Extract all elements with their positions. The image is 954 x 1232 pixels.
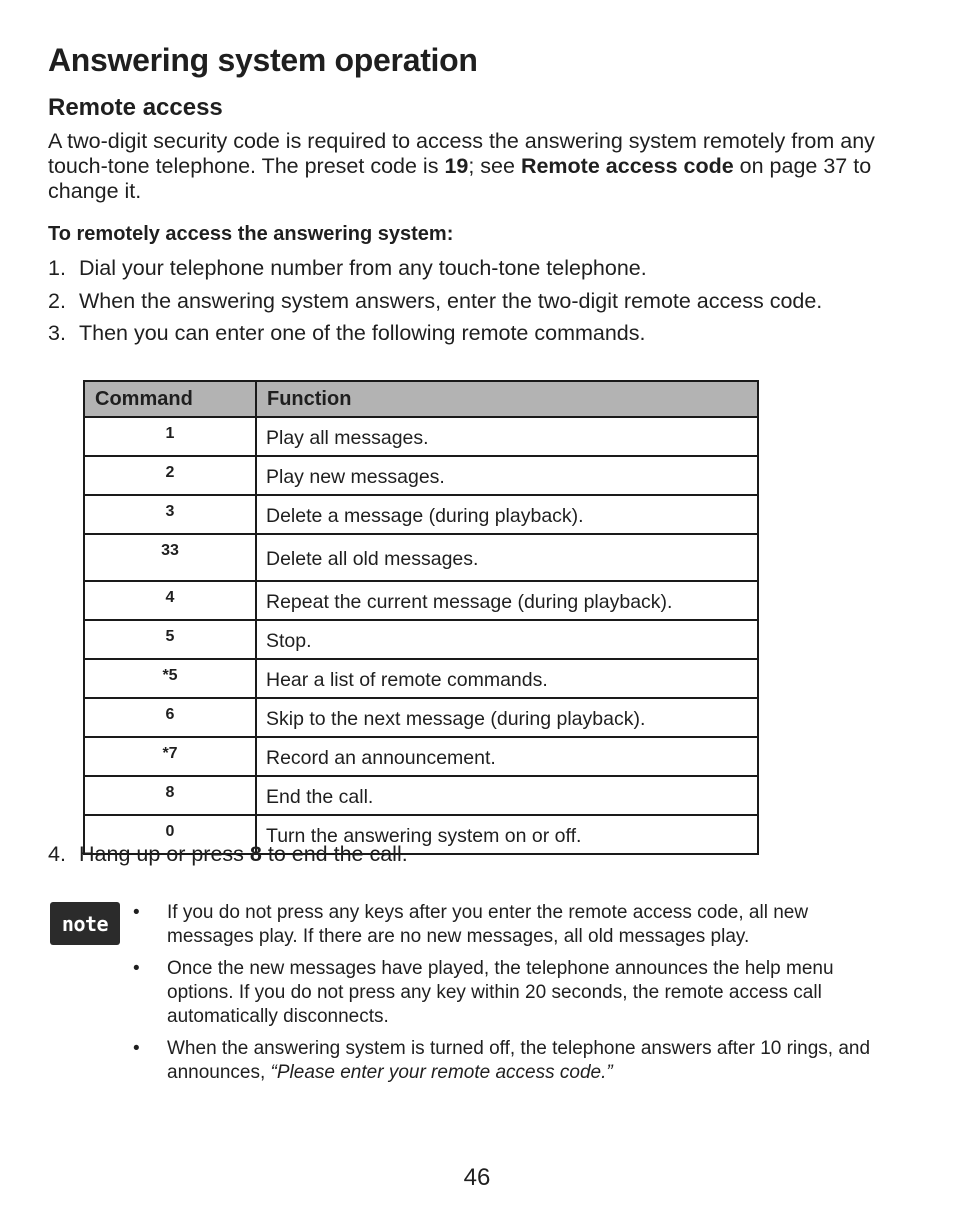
- step-item: [48, 256, 928, 289]
- command-cell: 2: [84, 456, 256, 495]
- command-cell: 0: [84, 815, 256, 854]
- command-cell: *5: [84, 659, 256, 698]
- table-header-row: [84, 381, 758, 417]
- command-cell: 6: [84, 698, 256, 737]
- step-item: [48, 289, 928, 322]
- intro-text-3: on page 37 to change it.: [48, 154, 872, 203]
- table-row: [84, 417, 758, 456]
- function-cell: Record an announcement.: [256, 737, 758, 776]
- step-number: 2.: [48, 288, 66, 313]
- note-item: [133, 901, 893, 949]
- function-cell: Hear a list of remote commands.: [256, 659, 758, 698]
- bullet-icon: •: [133, 902, 140, 923]
- command-cell: *7: [84, 737, 256, 776]
- command-cell: 8: [84, 776, 256, 815]
- note-item: [133, 1037, 893, 1085]
- function-cell: Stop.: [256, 620, 758, 659]
- procedure-title: To remotely access the answering system:: [48, 223, 454, 245]
- intro-text-1: A two-digit security code is required to access the answering system remotely from any touch-tone telephone. The preset code is: [48, 129, 875, 178]
- command-cell: 1: [84, 417, 256, 456]
- section-title: Remote access: [48, 94, 223, 121]
- table-row: [84, 581, 758, 620]
- function-cell: Play all messages.: [256, 417, 758, 456]
- intro-text-2: ; see: [468, 154, 521, 178]
- remote-access-code-reference: Remote access code: [520, 154, 734, 178]
- step-number: 1.: [48, 256, 66, 280]
- end-call-key: 8: [249, 842, 262, 866]
- announcement-quote: “Please enter your remote access code.”: [270, 1062, 613, 1083]
- remote-commands-table: [83, 380, 759, 855]
- function-cell: Delete a message (during playback).: [256, 495, 758, 534]
- bullet-icon: •: [133, 958, 140, 979]
- note-text: If you do not press any keys after you enter the remote access code, all new messages play. If there are no new messages, all old messages play.: [167, 902, 809, 947]
- note-list: [133, 901, 893, 1093]
- command-cell: 5: [84, 620, 256, 659]
- table-row: [84, 495, 758, 534]
- table-row: [84, 456, 758, 495]
- table-row: [84, 534, 758, 581]
- page-number: 46: [463, 1164, 491, 1191]
- bullet-icon: •: [133, 1038, 140, 1059]
- table-row: [84, 776, 758, 815]
- function-cell: Repeat the current message (during playback).: [256, 581, 758, 620]
- step-text: Dial your telephone number from any touch-tone telephone.: [79, 256, 647, 280]
- command-cell: 3: [84, 495, 256, 534]
- step-item-4: [48, 842, 408, 867]
- step-text: When the answering system answers, enter the two-digit remote access code.: [79, 288, 823, 313]
- function-cell: Turn the answering system on or off.: [256, 815, 758, 854]
- note-item: [133, 957, 893, 1029]
- note-icon: note: [50, 902, 120, 945]
- note-text-container: [167, 1037, 893, 1085]
- table-row: [84, 698, 758, 737]
- command-cell: 33: [84, 534, 256, 581]
- function-cell: Skip to the next message (during playback).: [256, 698, 758, 737]
- note-text: Once the new messages have played, the telephone announces the help menu options. If you do not press any key within 20 seconds, the remote access call automatically disconnects.: [167, 958, 834, 1027]
- table-row: [84, 659, 758, 698]
- page-title: Answering system operation: [48, 42, 478, 78]
- step-number: 4.: [48, 842, 66, 866]
- step4-text-pre: Hang up or press: [79, 842, 250, 866]
- function-cell: End the call.: [256, 776, 758, 815]
- function-cell: Play new messages.: [256, 456, 758, 495]
- function-cell: Delete all old messages.: [256, 534, 758, 581]
- step4-text-post: to end the call.: [261, 842, 408, 866]
- step-text: [79, 842, 408, 867]
- column-header-function: Function: [256, 381, 758, 417]
- table-row: [84, 620, 758, 659]
- steps-list: [48, 256, 928, 354]
- step-item: [48, 321, 928, 354]
- step-number: 3.: [48, 321, 66, 345]
- intro-paragraph: [48, 129, 908, 204]
- command-cell: 4: [84, 581, 256, 620]
- note-text: When the answering system is turned off, the telephone answers after 10 rings, and announces,: [167, 1038, 871, 1083]
- step-text: Then you can enter one of the following remote commands.: [79, 321, 646, 345]
- column-header-command: Command: [84, 381, 256, 417]
- table-row: [84, 737, 758, 776]
- preset-code: 19: [444, 154, 469, 178]
